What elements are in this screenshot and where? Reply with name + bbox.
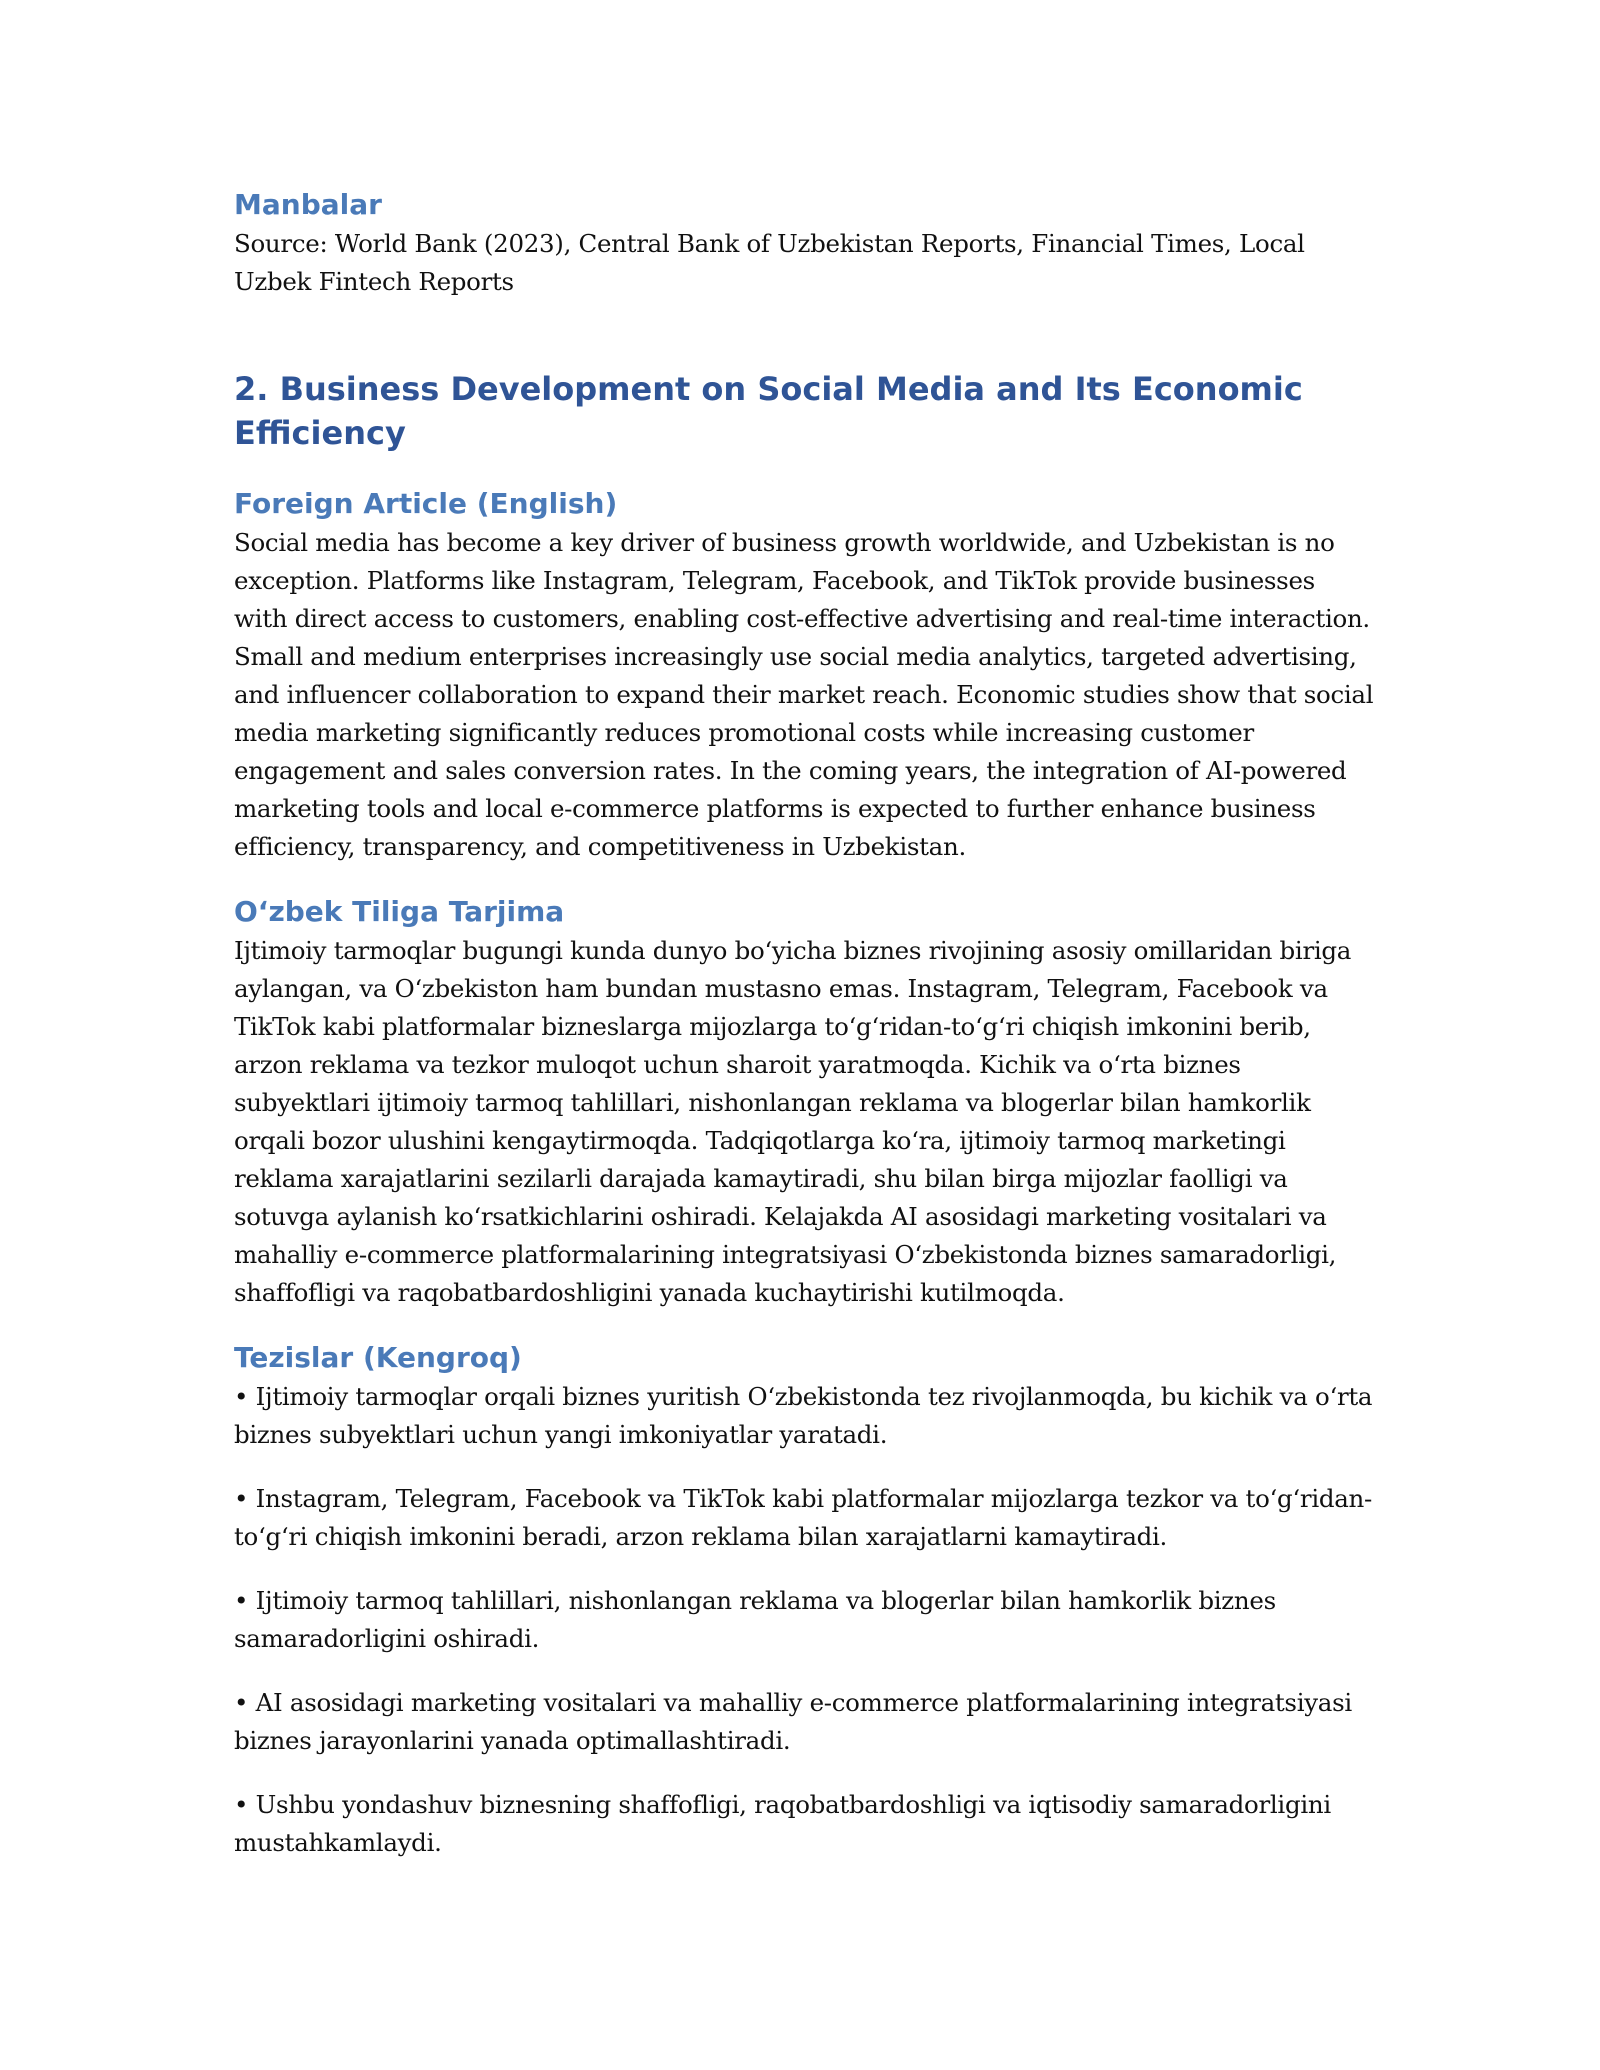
thesis-item: • Instagram, Telegram, Facebook va TikTok kabi platformalar mijozlarga tezkor va toʻgʻridan-toʻgʻri chiqish imkonini beradi, arzon reklama bilan xarajatlarni kamaytiradi. xyxy=(234,1484,1373,1551)
thesis-item: • Ijtimoiy tarmoq tahlillari, nishonlangan reklama va blogerlar bilan hamkorlik biznes samaradorligini oshiradi. xyxy=(234,1586,1276,1653)
document-page xyxy=(234,185,1374,1888)
theses-heading: Tezislar (Kengroq) xyxy=(234,1341,522,1374)
foreign-article-heading: Foreign Article (English) xyxy=(234,487,618,520)
uzbek-translation-text: Ijtimoiy tarmoqlar bugungi kunda dunyo boʻyicha biznes rivojining asosiy omillaridan biriga aylangan, va Oʻzbekiston ham bundan mustasno emas. Instagram, Telegram, Facebook va TikTok kabi platformalar bizneslarga mijozlarga toʻgʻridan-toʻgʻri chiqish imkonini berib, arzon reklama va tezkor muloqot uchun sharoit yaratmoqda. Kichik va oʻrta biznes subyektlari ijtimoiy tarmoq tahlillari, nishonlangan reklama va blogerlar bilan hamkorlik orqali bozor ulushini kengaytirmoqda. Tadqiqotlarga koʻra, ijtimoiy tarmoq marketingi reklama xarajatlarini sezilarli darajada kamaytiradi, shu bilan birga mijozlar faolligi va sotuvga aylanish koʻrsatkichlarini oshiradi. Kelajakda AI asosidagi marketing vositalari va mahalliy e-commerce platformalarining integratsiyasi Oʻzbekistonda biznes samaradorligi, shaffofligi va raqobatbardoshligini yanada kuchaytirishi kutilmoqda. xyxy=(234,936,1352,1307)
section-title: 2. Business Development on Social Media and Its Economic Efficiency xyxy=(234,370,1303,452)
theses-list xyxy=(234,1378,1374,1862)
uzbek-translation-heading: Oʻzbek Tiliga Tarjima xyxy=(234,895,565,928)
thesis-item: • Ushbu yondashuv biznesning shaffofligi, raqobatbardoshligi va iqtisodiy samaradorligini mustahkamlaydi. xyxy=(234,1790,1331,1857)
thesis-item: • Ijtimoiy tarmoqlar orqali biznes yuritish Oʻzbekistonda tez rivojlanmoqda, bu kichik va oʻrta biznes subyektlari uchun yangi imkoniyatlar yaratadi. xyxy=(234,1382,1373,1449)
sources-heading: Manbalar xyxy=(234,188,382,221)
foreign-article-text: Social media has become a key driver of business growth worldwide, and Uzbekistan is no exception. Platforms like Instagram, Telegram, Facebook, and TikTok provide businesses with direct access to customers, enabling cost-effective advertising and real-time interaction. Small and medium enterprises increasingly use social media analytics, targeted advertising, and influencer collaboration to expand their market reach. Economic studies show that social media marketing significantly reduces promotional costs while increasing customer engagement and sales conversion rates. In the coming years, the integration of AI-powered marketing tools and local e-commerce platforms is expected to further enhance business efficiency, transparency, and competitiveness in Uzbekistan. xyxy=(234,528,1374,861)
sources-text: Source: World Bank (2023), Central Bank of Uzbekistan Reports, Financial Times, Local Uzbek Fintech Reports xyxy=(234,229,1305,296)
thesis-item: • AI asosidagi marketing vositalari va mahalliy e-commerce platformalarining integratsiyasi biznes jarayonlarini yanada optimallashtiradi. xyxy=(234,1688,1352,1755)
